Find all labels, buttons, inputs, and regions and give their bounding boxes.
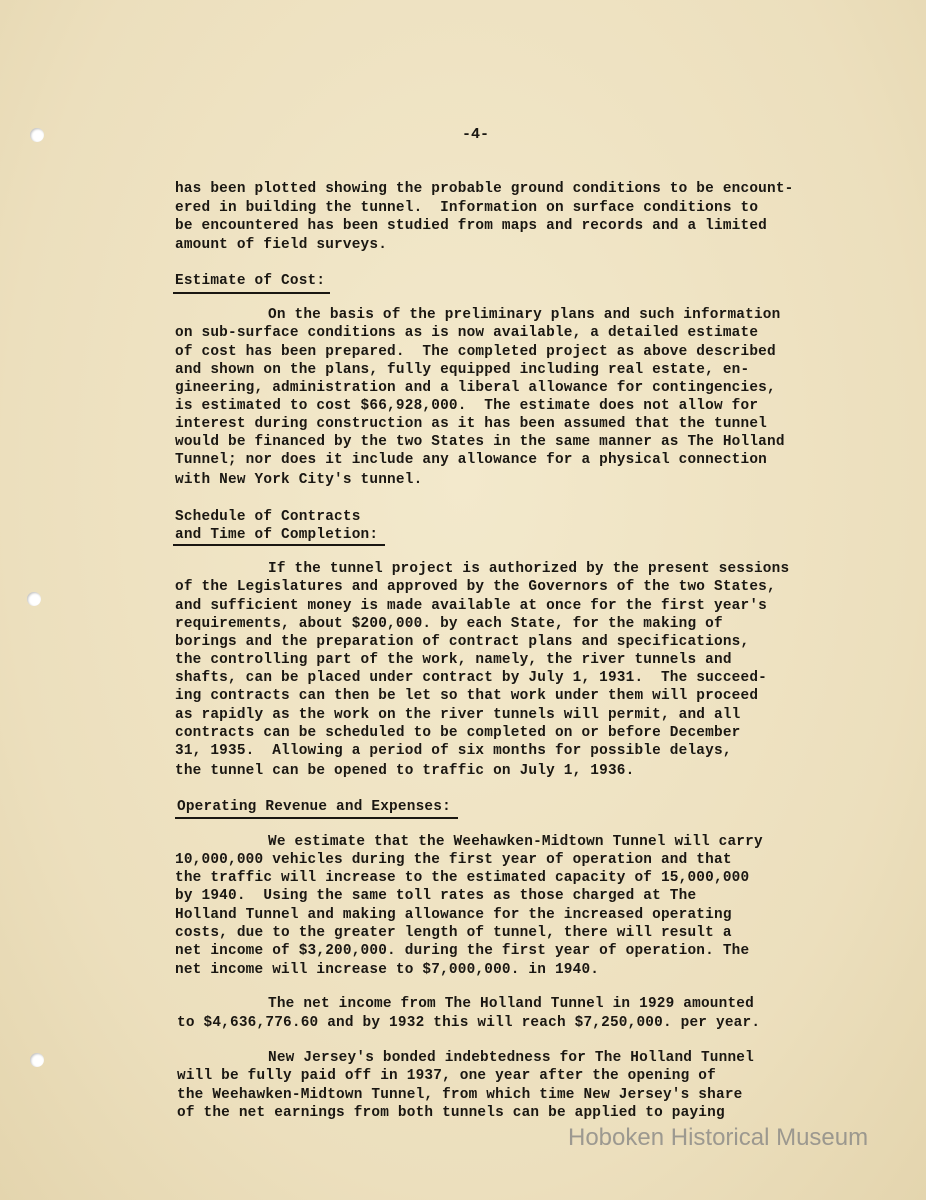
schedule-heading-1: Schedule of Contracts	[175, 509, 361, 525]
new-jersey-line-4: of the net earnings from both tunnels can be applied to paying	[177, 1105, 725, 1121]
revenue-line-4: by 1940. Using the same toll rates as those charged at The	[175, 888, 697, 904]
intro-line-2: ered in building the tunnel. Information on surface conditions to	[175, 200, 759, 216]
estimate-line-4: and shown on the plans, fully equipped including real estate, en-	[175, 362, 750, 378]
estimate-line-2: on sub-surface conditions as is now available, a detailed estimate	[175, 325, 759, 341]
page-number: -4-	[462, 126, 490, 143]
revenue-line-8: net income will increase to $7,000,000. in 1940.	[175, 962, 600, 978]
estimate-line-7: interest during construction as it has been assumed that the tunnel	[175, 416, 767, 432]
intro-line-1: has been plotted showing the probable ground conditions to be encount-	[175, 181, 794, 197]
schedule-line-7: shafts, can be placed under contract by July 1, 1931. The succeed-	[175, 670, 767, 686]
revenue-heading-underline	[175, 817, 458, 819]
schedule-line-12: the tunnel can be opened to traffic on July 1, 1936.	[175, 763, 635, 779]
schedule-line-11: 31, 1935. Allowing a period of six months for possible delays,	[175, 743, 732, 759]
schedule-line-2: of the Legislatures and approved by the Governors of the two States,	[175, 579, 776, 595]
schedule-line-10: contracts can be scheduled to be completed on or before December	[175, 725, 741, 741]
new-jersey-line-3: the Weehawken-Midtown Tunnel, from which time New Jersey's share	[177, 1087, 743, 1103]
schedule-line-8: ing contracts can then be let so that work under them will proceed	[175, 688, 759, 704]
new-jersey-line-1: New Jersey's bonded indebtedness for The Holland Tunnel	[268, 1050, 754, 1066]
intro-line-3: be encountered has been studied from maps and records and a limited	[175, 218, 767, 234]
revenue-line-3: the traffic will increase to the estimated capacity of 15,000,000	[175, 870, 750, 886]
revenue-line-6: costs, due to the greater length of tunnel, there will result a	[175, 925, 732, 941]
schedule-line-3: and sufficient money is made available at once for the first year's	[175, 598, 767, 614]
new-jersey-line-2: will be fully paid off in 1937, one year after the opening of	[177, 1068, 716, 1084]
schedule-line-1: If the tunnel project is authorized by the present sessions	[268, 561, 790, 577]
schedule-line-6: the controlling part of the work, namely, the river tunnels and	[175, 652, 732, 668]
punch-hole-top	[30, 128, 44, 142]
revenue-line-1: We estimate that the Weehawken-Midtown Tunnel will carry	[268, 834, 763, 850]
punch-hole-bottom	[30, 1053, 44, 1067]
estimate-line-9: Tunnel; nor does it include any allowance for a physical connection	[175, 452, 767, 468]
schedule-heading-underline	[173, 544, 385, 546]
punch-hole-middle	[27, 592, 41, 606]
museum-watermark: Hoboken Historical Museum	[568, 1124, 869, 1151]
estimate-line-10: with New York City's tunnel.	[175, 472, 423, 488]
estimate-line-8: would be financed by the two States in the same manner as The Holland	[175, 434, 785, 450]
estimate-heading: Estimate of Cost:	[175, 273, 326, 289]
schedule-line-4: requirements, about $200,000. by each State, for the making of	[175, 616, 723, 632]
revenue-line-7: net income of $3,200,000. during the first year of operation. The	[175, 943, 750, 959]
holland-line-1: The net income from The Holland Tunnel in 1929 amounted	[268, 996, 754, 1012]
estimate-line-6: is estimated to cost $66,928,000. The estimate does not allow for	[175, 398, 759, 414]
holland-line-2: to $4,636,776.60 and by 1932 this will reach $7,250,000. per year.	[177, 1015, 761, 1031]
revenue-line-5: Holland Tunnel and making allowance for the increased operating	[175, 907, 732, 923]
intro-line-4: amount of field surveys.	[175, 237, 388, 253]
revenue-heading: Operating Revenue and Expenses:	[177, 799, 451, 815]
estimate-heading-underline	[173, 292, 330, 294]
revenue-line-2: 10,000,000 vehicles during the first year of operation and that	[175, 852, 732, 868]
estimate-line-1: On the basis of the preliminary plans and such information	[268, 307, 781, 323]
schedule-line-5: borings and the preparation of contract plans and specifications,	[175, 634, 750, 650]
schedule-heading-2: and Time of Completion:	[175, 527, 379, 543]
schedule-line-9: as rapidly as the work on the river tunnels will permit, and all	[175, 707, 741, 723]
estimate-line-5: gineering, administration and a liberal allowance for contingencies,	[175, 380, 776, 396]
estimate-line-3: of cost has been prepared. The completed project as above described	[175, 344, 776, 360]
